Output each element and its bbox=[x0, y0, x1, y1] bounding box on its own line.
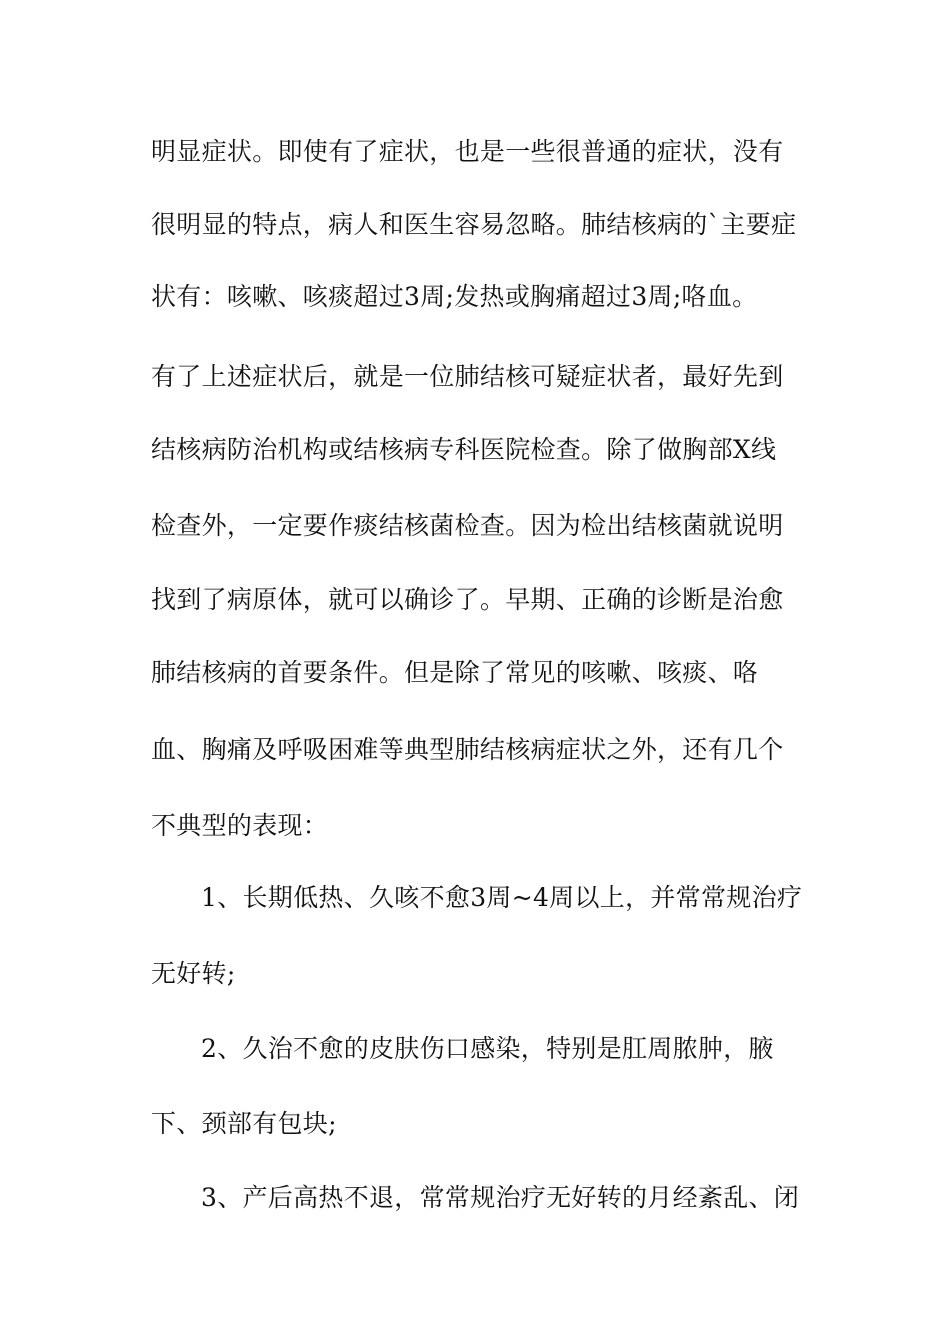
text-line: 无好转; bbox=[151, 959, 236, 988]
text-line: 找到了病原体，就可以确诊了。早期、正确的诊断是治愈 bbox=[151, 585, 784, 614]
text-line: 检查外，一定要作痰结核菌检查。因为检出结核菌就说明 bbox=[151, 511, 784, 540]
text-line: 结核病防治机构或结核病专科医院检查。除了做胸部X线 bbox=[151, 435, 777, 464]
text-line: 不典型的表现： bbox=[151, 811, 329, 840]
text-line: 明显症状。即使有了症状，也是一些很普通的症状，没有 bbox=[151, 137, 784, 166]
text-line: 下、颈部有包块; bbox=[151, 1109, 337, 1138]
list-item: 1、长期低热、久咳不愈3周~4周以上，并常常规治疗 bbox=[201, 883, 803, 912]
text-line: 很明显的特点，病人和医生容易忽略。肺结核病的`主要症 bbox=[151, 210, 797, 239]
list-item: 3、产后高热不退，常常规治疗无好转的月经紊乱、闭 bbox=[201, 1183, 800, 1212]
text-line: 状有：咳嗽、咳痰超过3周;发热或胸痛超过3周;咯血。 bbox=[151, 282, 758, 311]
list-item: 2、久治不愈的皮肤伤口感染，特别是肛周脓肿，腋 bbox=[201, 1034, 774, 1063]
text-line: 血、胸痛及呼吸困难等典型肺结核病症状之外，还有几个 bbox=[151, 735, 784, 764]
text-line: 肺结核病的首要条件。但是除了常见的咳嗽、咳痰、咯 bbox=[151, 658, 759, 687]
text-line: 有了上述症状后，就是一位肺结核可疑症状者，最好先到 bbox=[151, 362, 784, 391]
